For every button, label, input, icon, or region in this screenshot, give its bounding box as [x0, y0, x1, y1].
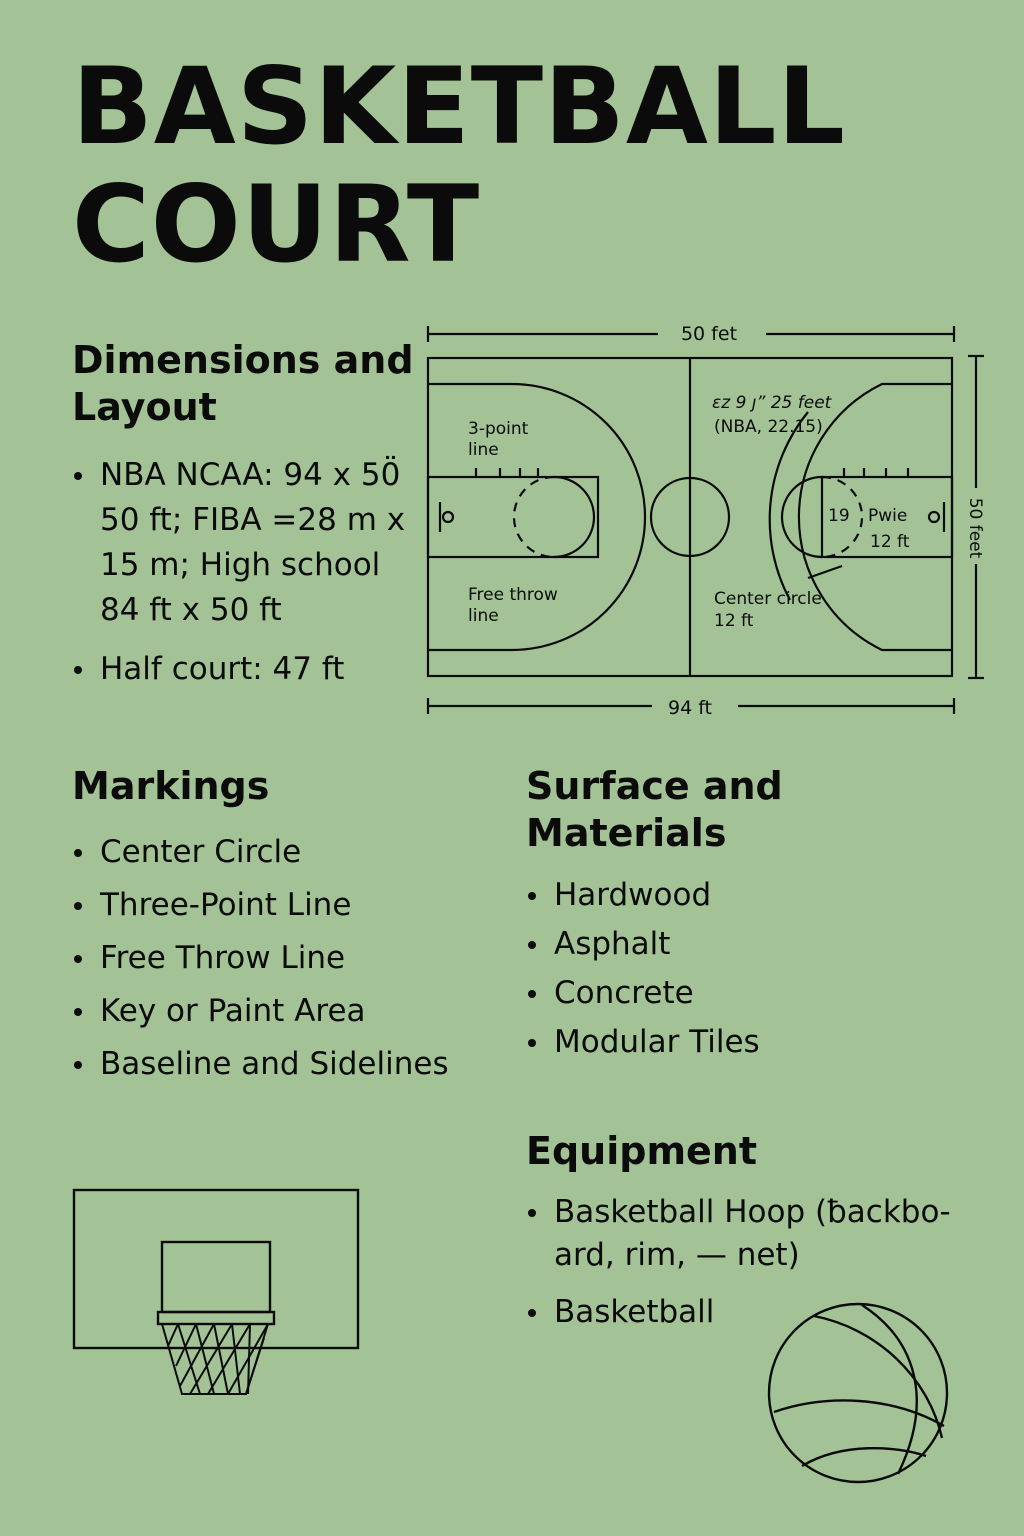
- list-item: Basketball: [526, 1291, 966, 1334]
- surface-list: [526, 871, 996, 1067]
- lane-hash-marks-right: [844, 468, 908, 477]
- list-item: Basketball Hoop (ƀackboard, rim, — net): [526, 1191, 966, 1277]
- list-item: Concrete: [526, 969, 996, 1018]
- rim: [158, 1312, 274, 1324]
- key-dimension-label: 12 ft: [870, 532, 910, 552]
- markings-section: [72, 763, 449, 1091]
- list-item: Baseline and Sidelines: [72, 1038, 449, 1091]
- list-item: Hardwood: [526, 871, 996, 920]
- list-item: NBA NCAA: 94 x 50̈ 50 ft; FIBA =28 m x 15 m; High school 84 ft x 50 ft: [72, 453, 417, 633]
- list-item: Center Circle: [72, 826, 449, 879]
- center-circle-label: 12 ft: [714, 611, 754, 631]
- list-item: Free Throw Line: [72, 932, 449, 985]
- surface-section: [526, 763, 996, 1067]
- list-item: Key or Paint Area: [72, 985, 449, 1038]
- arc-distance-label: ɛz 9 ȷ” 25 feet: [712, 393, 832, 413]
- key-number-label: 19: [828, 506, 850, 526]
- key-label: Pwie: [868, 506, 908, 526]
- markings-list: [72, 826, 449, 1091]
- free-throw-circle-left: [554, 477, 594, 557]
- surface-heading: Surface and Materials: [526, 764, 783, 855]
- markings-heading: Markings: [72, 764, 270, 808]
- title-line-1: BASKETBALL: [72, 45, 846, 168]
- dimensions-section: [72, 337, 417, 692]
- three-point-arc-right-extra: [770, 412, 808, 600]
- equipment-heading: Equipment: [526, 1129, 758, 1173]
- backboard-target-square: [162, 1242, 270, 1312]
- free-throw-label: line: [468, 606, 499, 626]
- list-item: Three-Point Line: [72, 879, 449, 932]
- center-circle-pointer: [808, 566, 842, 578]
- three-point-label: line: [468, 440, 499, 460]
- side-dimension-label: 50 feet: [965, 497, 985, 559]
- list-item: Half court: 47 ft: [72, 647, 417, 692]
- rim-left: [443, 512, 453, 522]
- lane-hash-marks-left: [476, 468, 538, 477]
- three-point-line-left: [428, 384, 645, 650]
- net-icon: [162, 1324, 268, 1394]
- center-circle-label: Center circle: [714, 589, 822, 609]
- bottom-dimension-label: 94 ft: [667, 697, 713, 719]
- rim-right: [929, 512, 939, 522]
- three-point-label: 3-point: [468, 419, 529, 439]
- free-throw-label: Free throw: [468, 585, 558, 605]
- dimensions-list: [72, 453, 417, 692]
- top-dimension-label: 50 fet: [680, 323, 738, 345]
- dimensions-heading: Dimensions and Layout: [72, 338, 414, 429]
- title-line-2: COURT: [72, 163, 481, 286]
- list-item: Asphalt: [526, 920, 996, 969]
- free-throw-circle-left-dashed: [514, 477, 554, 557]
- arc-distance-label: (NBA, 22.15): [714, 417, 823, 437]
- list-item: Modular Tiles: [526, 1018, 996, 1067]
- backboard-hoop-icon: [72, 1186, 364, 1402]
- page-title: [72, 45, 846, 286]
- basketball-icon: [766, 1300, 952, 1486]
- court-diagram: [416, 316, 992, 728]
